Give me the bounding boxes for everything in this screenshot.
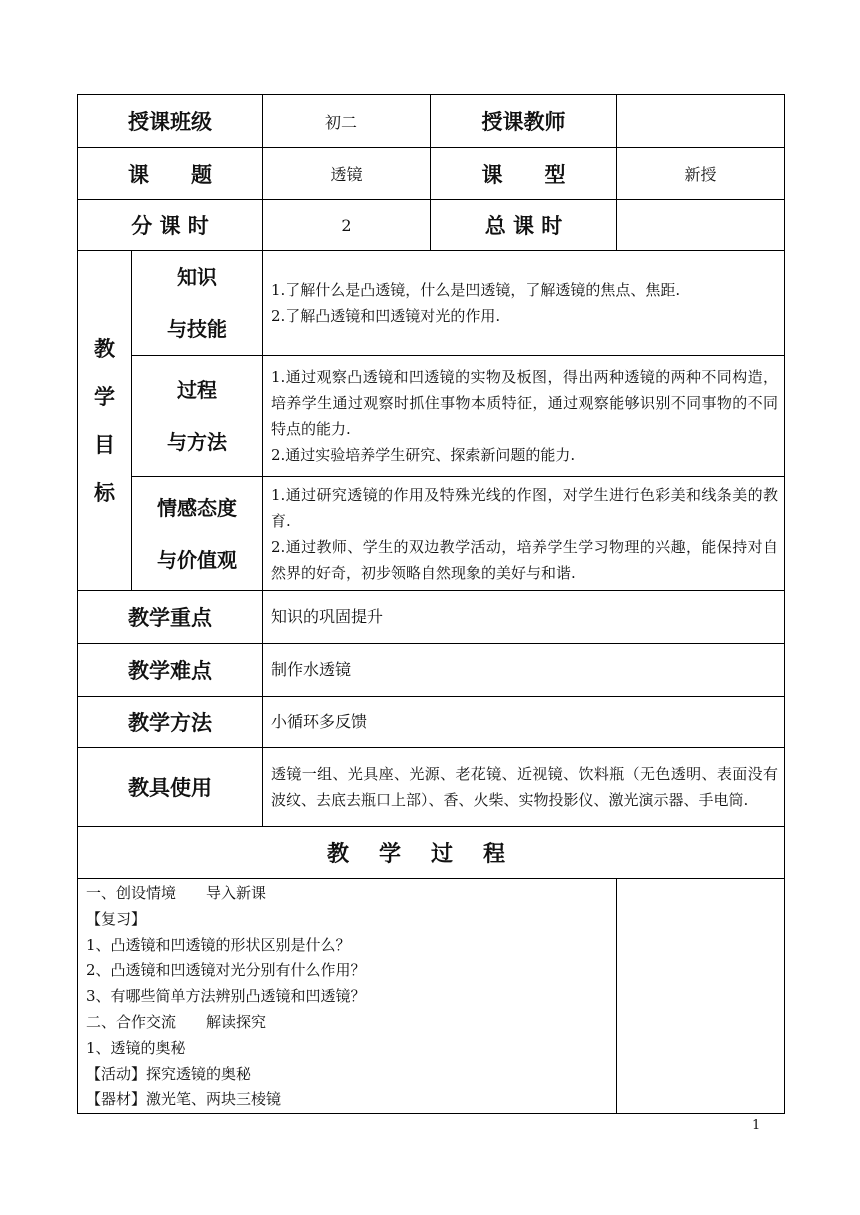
- period-label: 分 课 时: [78, 200, 263, 251]
- method-value: 小循环多反馈: [263, 697, 785, 748]
- knowledge-content: [263, 251, 785, 356]
- process-notes: [617, 879, 785, 1114]
- label-line: 过程: [177, 378, 217, 402]
- focus-label: 教学重点: [78, 591, 263, 644]
- objectives-side-char: 学: [94, 384, 115, 409]
- header-row-topic: [78, 148, 785, 200]
- label-line: 与价值观: [157, 547, 237, 572]
- objectives-side-char: 标: [94, 480, 115, 505]
- teacher-label: 授课教师: [431, 95, 617, 148]
- attitude-content: [263, 477, 785, 591]
- process-method-label: [132, 356, 263, 477]
- teacher-value: [617, 95, 785, 148]
- content-line: 1.通过观察凸透镜和凹透镜的实物及板图，得出两种透镜的两种不同构造，培养学生通过观察时抓住事物本质特征，通过观察能够识别不同事物的不同特点的能力.: [271, 368, 778, 438]
- type-label: 课 型: [431, 148, 617, 200]
- process-method-content: [263, 356, 785, 477]
- attitude-label: [132, 477, 263, 591]
- objective-row-process: [78, 356, 785, 477]
- process-line: 一、创设情境 导入新课: [86, 884, 267, 902]
- total-period-value: [617, 200, 785, 251]
- label-line: 与技能: [167, 317, 227, 341]
- method-label: 教学方法: [78, 697, 263, 748]
- process-line: 1、透镜的奥秘: [86, 1038, 186, 1057]
- period-value: 2: [263, 200, 431, 251]
- process-body-row: [78, 879, 785, 1114]
- header-row-class: [78, 95, 785, 148]
- objectives-side-label: [78, 251, 132, 591]
- content-line: 1.了解什么是凸透镜，什么是凹透镜，了解透镜的焦点、焦距.: [271, 281, 681, 299]
- process-line: 3、有哪些简单方法辨别凸透镜和凹透镜？: [86, 987, 366, 1006]
- tools-value: 透镜一组、光具座、光源、老花镜、近视镜、饮料瓶（无色透明、表面没有波纹、去底去瓶口上部）、香、火柴、实物投影仪、激光演示器、手电筒.: [263, 748, 785, 827]
- label-line: 情感态度: [157, 495, 237, 520]
- difficulty-value: 制作水透镜: [263, 644, 785, 697]
- objective-row-attitude: [78, 477, 785, 591]
- method-row: [78, 697, 785, 748]
- lesson-plan-table: [77, 94, 785, 1114]
- difficulty-label: 教学难点: [78, 644, 263, 697]
- topic-value: 透镜: [263, 148, 431, 200]
- process-line: 二、合作交流 解读探究: [86, 1012, 267, 1031]
- process-title-row: [78, 827, 785, 879]
- process-line: 【复习】: [86, 909, 147, 928]
- content-line: 1.通过研究透镜的作用及特殊光线的作图，对学生进行色彩美和线条美的教育.: [271, 485, 778, 530]
- process-line: 【活动】探究透镜的奥秘: [86, 1064, 252, 1083]
- header-row-period: [78, 200, 785, 251]
- focus-value: 知识的巩固提升: [263, 591, 785, 644]
- focus-row: [78, 591, 785, 644]
- process-line: 【器材】激光笔、两块三棱镜: [86, 1090, 282, 1109]
- class-label: 授课班级: [78, 95, 263, 148]
- type-value: 新授: [617, 148, 785, 200]
- objectives-side-char: 教: [94, 336, 115, 361]
- class-value: 初二: [263, 95, 431, 148]
- label-line: 与方法: [167, 430, 227, 454]
- content-line: 2.通过实验培养学生研究、探索新问题的能力.: [271, 446, 576, 464]
- objective-row-knowledge: [78, 251, 785, 356]
- process-line: 1、凸透镜和凹透镜的形状区别是什么？: [86, 935, 351, 954]
- process-line: 2、凸透镜和凹透镜对光分别有什么作用？: [86, 961, 366, 980]
- process-title: 教学过程: [78, 827, 785, 879]
- content-line: 2.了解凸透镜和凹透镜对光的作用.: [271, 307, 501, 325]
- content-line: 2.通过教师、学生的双边教学活动，培养学生学习物理的兴趣，能保持对自然界的好奇，初步领略自然现象的美好与和谐.: [271, 537, 778, 582]
- label-line: 知识: [177, 265, 217, 289]
- tools-row: [78, 748, 785, 827]
- difficulty-row: [78, 644, 785, 697]
- total-period-label: 总 课 时: [431, 200, 617, 251]
- tools-label: 教具使用: [78, 748, 263, 827]
- process-content: [78, 879, 617, 1114]
- objectives-side-char: 目: [94, 432, 115, 457]
- topic-label: 课 题: [78, 148, 263, 200]
- page-number: 1: [752, 1118, 761, 1133]
- knowledge-label: [132, 251, 263, 356]
